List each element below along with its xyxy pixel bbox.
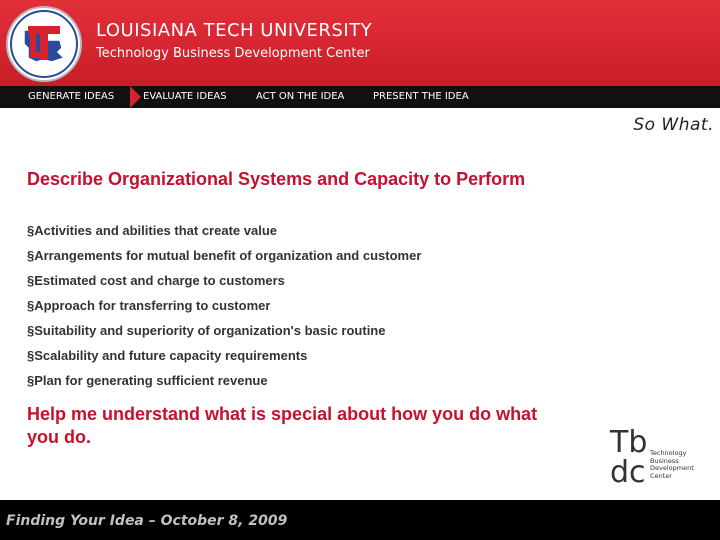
footer-bar [0,500,720,540]
university-seal-logo [6,6,82,82]
tbdc-line: Business [650,456,679,465]
tbdc-line: Development [650,464,694,472]
nav-bar [0,86,720,108]
bullet-item: §Approach for transferring to customer [27,298,271,313]
active-arrow-icon [130,86,141,108]
bullet-item: §Suitability and superiority of organization's basic routine [27,323,386,338]
bullet-item: §Estimated cost and charge to customers [27,273,285,288]
university-title: LOUISIANA TECH UNIVERSITY [96,20,373,41]
tbdc-line: Technology [650,449,687,457]
tbdc-letters-bottom: dc [610,455,646,490]
center-subtitle: Technology Business Development Center [96,46,370,61]
section-heading: Describe Organizational Systems and Capacity to Perform [27,169,526,189]
louisiana-state-icon [8,8,80,80]
tbdc-text [650,450,694,480]
nav-item-generate-ideas[interactable]: GENERATE IDEAS [28,91,115,102]
header-banner [0,0,720,86]
bullet-list [27,223,587,398]
nav-item-present-idea[interactable]: PRESENT THE IDEA [373,91,469,102]
nav-item-evaluate-ideas[interactable]: EVALUATE IDEAS [143,91,227,102]
tbdc-letters-top: Tb [610,425,648,460]
bullet-item: §Plan for generating sufficient revenue [27,373,268,388]
tagline: So What. [633,115,714,135]
bullet-item: §Scalability and future capacity requirements [27,348,308,363]
header-background [0,0,720,86]
bullet-item: §Activities and abilities that create value [27,223,277,238]
footer-text: Finding Your Idea – October 8, 2009 [6,513,288,529]
bullet-item: §Arrangements for mutual benefit of organization and customer [27,248,422,263]
tbdc-logo [610,425,710,490]
tbdc-line: Center [650,471,672,480]
closing-question: Help me understand what is special about how you do what you do. [27,404,538,447]
nav-item-act-on-idea[interactable]: ACT ON THE IDEA [256,91,345,102]
